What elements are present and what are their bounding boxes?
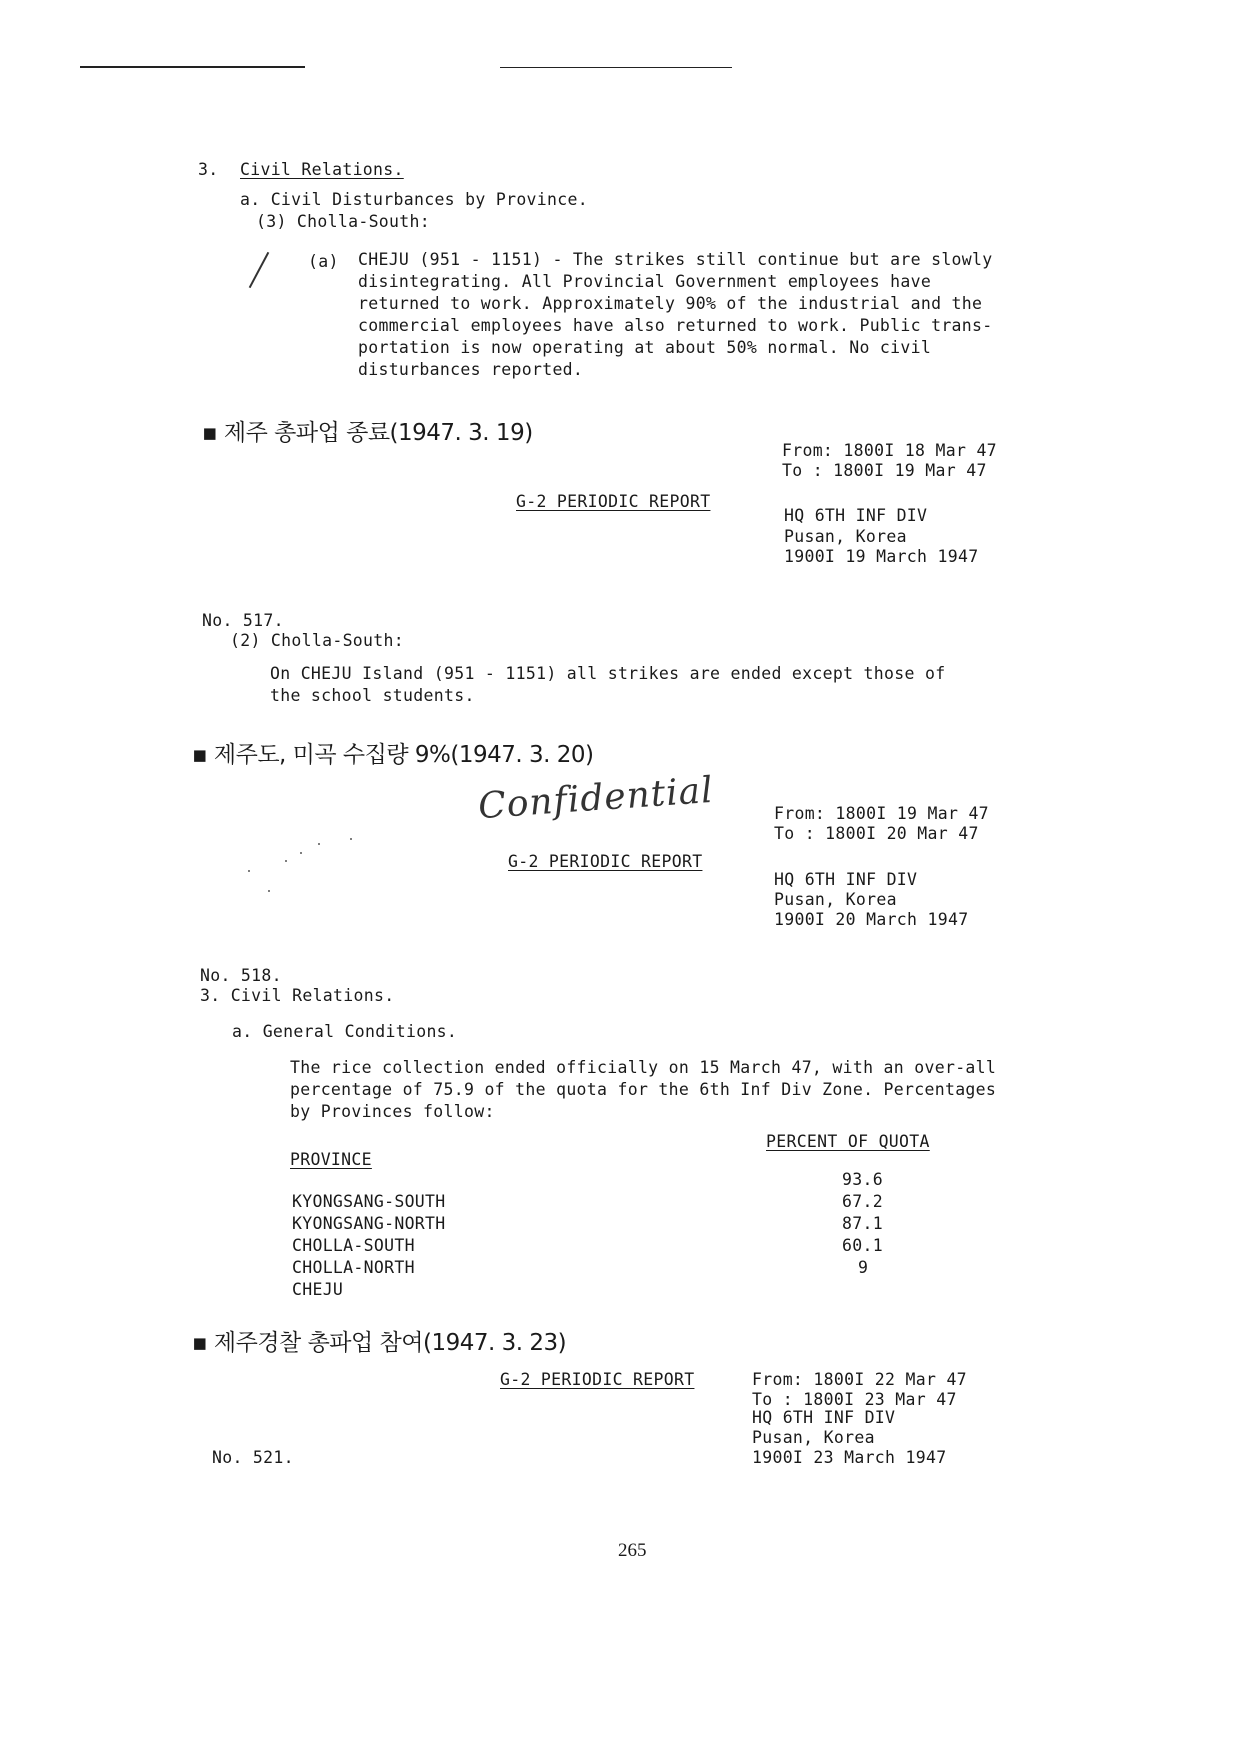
speck: [248, 870, 250, 872]
body-line: the school students.: [270, 686, 475, 705]
report1-number: No. 517.: [202, 611, 284, 630]
page-number: 265: [618, 1540, 647, 1561]
table-cell-percent: 60.1: [842, 1236, 883, 1255]
report1-date: 1900I 19 March 1947: [784, 547, 979, 566]
report1-to: To : 1800I 19 Mar 47: [782, 461, 987, 480]
para-line: disintegrating. All Provincial Government employees have: [358, 272, 932, 291]
korean-heading-2: ▪ 제주도, 미곡 수집량 9%(1947. 3. 20): [192, 742, 594, 768]
speck: [268, 890, 270, 892]
handwritten-signature: Confidential: [476, 769, 715, 828]
report1-item: (2) Cholla-South:: [230, 631, 404, 650]
speck: [285, 860, 287, 862]
table-percent-column: [842, 1170, 883, 1280]
body-line: The rice collection ended officially on 15 March 47, with an over-all: [290, 1058, 997, 1077]
report3-number: No. 521.: [212, 1448, 294, 1467]
report1-body: [270, 664, 945, 708]
para-line: returned to work. Approximately 90% of the industrial and the: [358, 294, 983, 313]
para-line: CHEJU (951 - 1151) - The strikes still continue but are slowly: [358, 250, 993, 269]
korean-heading-1: ▪ 제주 총파업 종료(1947. 3. 19): [202, 420, 533, 446]
table-cell-province: CHOLLA-SOUTH: [292, 1236, 415, 1255]
para-line: disturbances reported.: [358, 360, 584, 379]
speck: [350, 838, 352, 840]
korean-heading-3: ▪ 제주경찰 총파업 참여(1947. 3. 23): [192, 1330, 567, 1356]
report3-date: 1900I 23 March 1947: [752, 1448, 947, 1467]
table-cell-percent: 93.6: [842, 1170, 883, 1189]
para-line: commercial employees have also returned to work. Public trans-: [358, 316, 993, 335]
report3-location: Pusan, Korea: [752, 1428, 875, 1447]
table-cell-province: CHOLLA-NORTH: [292, 1258, 415, 1277]
section-number: 3.: [198, 160, 219, 179]
report2-hq: HQ 6TH INF DIV: [774, 870, 918, 889]
report2-sub-a: a. General Conditions.: [232, 1022, 458, 1041]
table-province-column: [292, 1192, 446, 1302]
report1-from: From: 1800I 18 Mar 47: [782, 441, 997, 460]
margin-mark: [249, 252, 270, 288]
report2-title: G-2 PERIODIC REPORT: [508, 852, 703, 871]
table-cell-province: CHEJU: [292, 1280, 344, 1299]
table-cell-province: KYONGSANG-NORTH: [292, 1214, 446, 1233]
speck: [318, 843, 320, 845]
report2-location: Pusan, Korea: [774, 890, 897, 909]
subheading-a: a. Civil Disturbances by Province.: [240, 190, 588, 209]
report1-title: G-2 PERIODIC REPORT: [516, 492, 711, 511]
table-header-province: PROVINCE: [290, 1150, 372, 1169]
report2-heading: 3. Civil Relations.: [200, 986, 395, 1005]
body-line: On CHEJU Island (951 - 1151) all strikes are ended except those of: [270, 664, 946, 683]
body-line: by Provinces follow:: [290, 1102, 495, 1121]
report1-location: Pusan, Korea: [784, 527, 907, 546]
report3-to: To : 1800I 23 Mar 47: [752, 1390, 957, 1409]
report2-from: From: 1800I 19 Mar 47: [774, 804, 989, 823]
para-line: portation is now operating at about 50% normal. No civil: [358, 338, 932, 357]
table-cell-percent: 67.2: [842, 1192, 883, 1211]
table-cell-percent: 87.1: [842, 1214, 883, 1233]
report2-date: 1900I 20 March 1947: [774, 910, 969, 929]
report1-hq: HQ 6TH INF DIV: [784, 506, 928, 525]
report3-from: From: 1800I 22 Mar 47: [752, 1370, 967, 1389]
report3-title: G-2 PERIODIC REPORT: [500, 1370, 695, 1389]
body-line: percentage of 75.9 of the quota for the 6th Inf Div Zone. Percentages: [290, 1080, 997, 1099]
speck: [300, 852, 302, 854]
top-rule-left: [80, 66, 305, 68]
subheading-3: (3) Cholla-South:: [256, 212, 430, 231]
top-rule-right: [500, 67, 732, 68]
para-label: (a): [308, 252, 339, 271]
table-cell-province: KYONGSANG-SOUTH: [292, 1192, 446, 1211]
report2-body: [290, 1058, 996, 1124]
section-heading: Civil Relations.: [240, 160, 404, 179]
report2-to: To : 1800I 20 Mar 47: [774, 824, 979, 843]
report3-hq: HQ 6TH INF DIV: [752, 1408, 896, 1427]
section1-paragraph: [358, 250, 993, 382]
report2-number: No. 518.: [200, 966, 282, 985]
table-cell-percent: 9: [858, 1258, 869, 1277]
table-header-percent: PERCENT OF QUOTA: [766, 1132, 930, 1151]
